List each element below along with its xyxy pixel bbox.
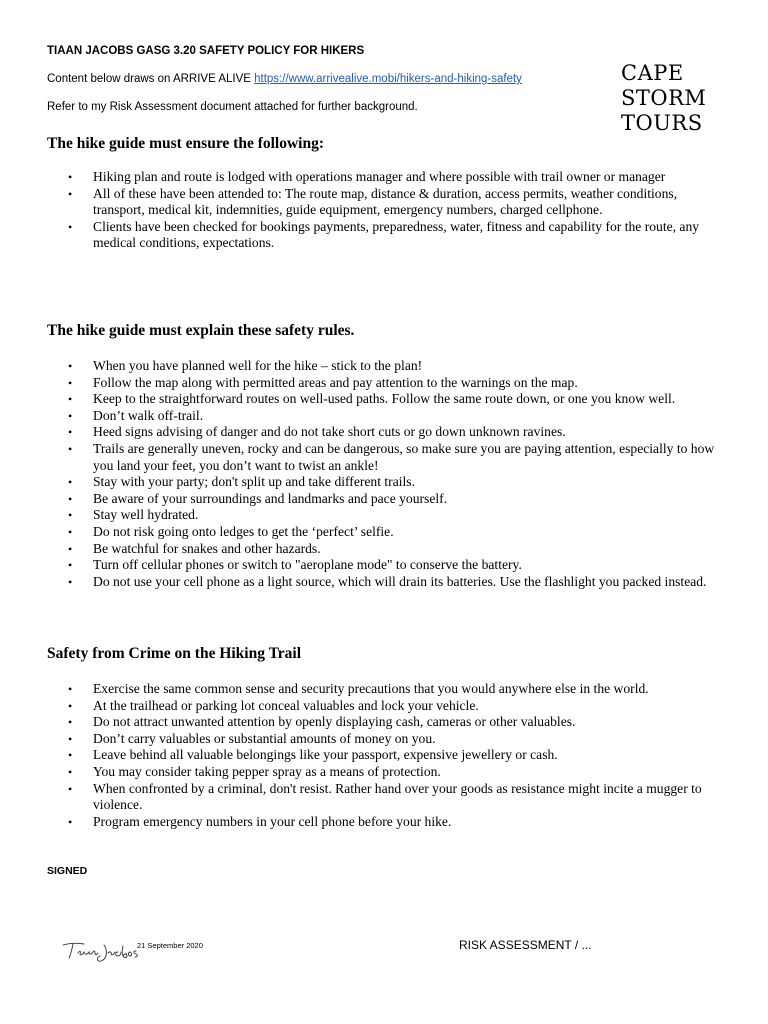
logo-line-storm: STORM — [621, 86, 707, 110]
signed-label: SIGNED — [47, 865, 88, 877]
bullet-icon: • — [68, 541, 73, 556]
bullet-icon: • — [68, 748, 73, 763]
logo-line-tours: TOURS — [621, 111, 703, 135]
list-item: • Hiking plan and route is lodged with operations manager and where possible with trail owner or manager — [68, 169, 666, 184]
list-item: • Follow the map along with permitted areas and pay attention to the warnings on the map. — [68, 374, 578, 390]
footer-risk-assessment: RISK ASSESSMENT / ... — [459, 938, 592, 952]
list-item: • Leave behind all valuable belongings like your passport, expensive jewellery or cash. — [68, 747, 558, 763]
list-item: • Program emergency numbers in your cell phone before your hike. — [68, 813, 452, 829]
bullet-icon: • — [68, 408, 73, 423]
list-item: • Be watchful for snakes and other hazards. — [68, 540, 321, 556]
list-item: • Don’t carry valuables or substantial amounts of money on you. — [68, 730, 436, 746]
section-heading-guide-must-ensure: The hike guide must ensure the following: — [47, 135, 325, 152]
list-item: • Keep to the straightforward routes on well-used paths. Follow the same route down, or one you know well. — [68, 391, 676, 407]
list-item: • Turn off cellular phones or switch to "aeroplane mode" to conserve the battery. — [68, 557, 522, 573]
bullet-icon: • — [68, 425, 73, 440]
list-item: • Do not use your cell phone as a light source, which will drain its batteries. Use the flashlight you packed instead. — [68, 573, 707, 589]
list-item: • When you have planned well for the hike – stick to the plan! — [68, 358, 423, 373]
list-item: • Clients have been checked for bookings payments, preparedness, water, fitness and capability for the route, any medical conditions, expectations. — [68, 218, 700, 251]
source-prefix: Content below draws on ARRIVE ALIVE — [47, 73, 255, 85]
list-item: • Exercise the same common sense and security precautions that you would anywhere else in the world. — [68, 681, 649, 696]
list-item: • Trails are generally uneven, rocky and can be dangerous, so make sure you are paying attention, especially to how you land your feet, you don’t want to twist an ankle! — [68, 440, 715, 473]
list-item: • Do not attract unwanted attention by openly displaying cash, cameras or other valuables. — [68, 714, 576, 730]
arrive-alive-link[interactable]: https://www.arrivealive.mobi/hikers-and-hiking-safety — [254, 73, 522, 85]
list-item: • At the trailhead or parking lot conceal valuables and lock your vehicle. — [68, 697, 479, 713]
list-item: • Do not risk going onto ledges to get the ‘perfect’ selfie. — [68, 523, 394, 539]
bullet-icon: • — [68, 814, 73, 829]
bullet-icon: • — [68, 508, 73, 523]
company-logo — [621, 61, 706, 136]
list-item: • You may consider taking pepper spray as a means of protection. — [68, 763, 441, 779]
list-item: • Be aware of your surroundings and landmarks and pace yourself. — [68, 490, 448, 506]
list-item: • When confronted by a criminal, don't resist. Rather hand over your goods as resistance might incite a mugger to violence. — [68, 780, 702, 813]
bullet-icon: • — [68, 781, 73, 796]
bullet-icon: • — [68, 698, 73, 713]
bullet-list-crime-safety — [47, 681, 727, 830]
bullet-icon: • — [68, 375, 73, 390]
bullet-icon: • — [68, 764, 73, 779]
bullet-icon: • — [68, 558, 73, 573]
section-heading-crime-safety: Safety from Crime on the Hiking Trail — [47, 645, 302, 662]
bullet-icon: • — [68, 682, 73, 696]
bullet-icon: • — [68, 170, 73, 184]
handwritten-signature — [60, 937, 140, 963]
bullet-list-safety-rules — [47, 358, 727, 590]
bullet-icon: • — [68, 491, 73, 506]
bullet-icon: • — [68, 475, 73, 490]
reference-note: Refer to my Risk Assessment document attached for further background. — [47, 101, 418, 113]
bullet-icon: • — [68, 715, 73, 730]
list-item: • Heed signs advising of danger and do not take short cuts or go down unknown ravines. — [68, 424, 566, 440]
section-heading-safety-rules: The hike guide must explain these safety rules. — [47, 322, 355, 339]
list-item: • Don’t walk off-trail. — [68, 407, 204, 423]
document-header-title: TIAAN JACOBS GASG 3.20 SAFETY POLICY FOR HIKERS — [47, 45, 365, 57]
logo-line-cape: CAPE — [621, 61, 684, 85]
signature-date: 21 September 2020 — [137, 941, 203, 950]
bullet-icon: • — [68, 731, 73, 746]
bullet-icon: • — [68, 574, 73, 589]
bullet-icon: • — [68, 219, 73, 234]
list-item: • Stay with your party; don't split up and take different trails. — [68, 474, 415, 490]
list-item: • All of these have been attended to: The route map, distance & duration, access permits, weather conditions, transport, medical kit, indemnities, guide equipment, emergency numbers, charged cellphone. — [68, 185, 678, 218]
bullet-list-guide-must-ensure — [47, 169, 727, 252]
bullet-icon: • — [68, 524, 73, 539]
source-line — [47, 72, 522, 86]
bullet-icon: • — [68, 392, 73, 407]
bullet-icon: • — [68, 359, 73, 373]
bullet-icon: • — [68, 186, 73, 201]
bullet-icon: • — [68, 441, 73, 456]
list-item: • Stay well hydrated. — [68, 507, 199, 523]
